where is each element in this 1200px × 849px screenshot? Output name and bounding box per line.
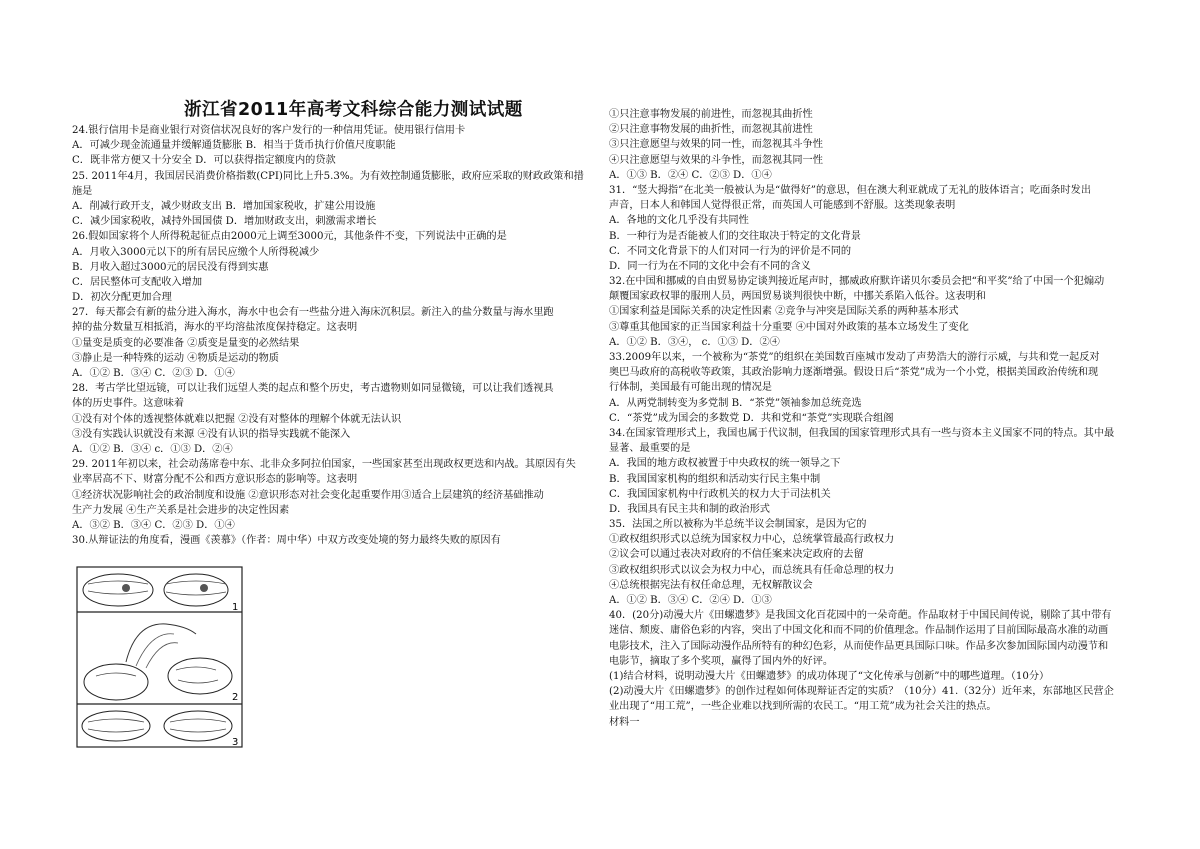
text-line: 31．“竖大拇指”在北美一般被认为是“做得好”的意思，但在澳大利亚就成了无礼的肢体语言；吃面条时发出 xyxy=(609,184,1092,196)
text-line: C．“茶党”成为国会的多数党 D．共和党和“茶党”实现联合组阁 xyxy=(609,412,894,424)
text-line: 颠覆国家政权罪的服刑人员，两国贸易谈判很快中断，中挪关系陷入低谷。这表明和 xyxy=(609,291,986,303)
page-title: 浙江省2011年高考文科综合能力测试试题 xyxy=(184,100,523,120)
text-line: 27．每天都会有新的盐分进入海水，海水中也会有一些盐分进入海床沉积层。新注入的盐分数量与海水里跑 xyxy=(72,307,554,319)
text-line: ②只注意事物发展的曲折性，而忽视其前进性 xyxy=(609,124,813,136)
text-line: A．各地的文化几乎没有共同性 xyxy=(609,215,749,227)
text-line: 25. 2011年4月，我国居民消费价格指数(CPI)同比上升5.3%。为有效控制通货膨胀，政府应采取的财政政策和措 xyxy=(72,170,584,182)
text-line: ①政权组织形式以总统为国家权力中心，总统掌管最高行政权力 xyxy=(609,534,895,546)
text-line: ①经济状况影响社会的政治制度和设施 ②意识形态对社会变化起重要作用③适合上层建筑的经济基础推动 xyxy=(72,489,544,501)
text-line: A．①② B．③④， c．①③ D．②④ xyxy=(609,336,780,348)
text-line: A．从两党制转变为多党制 B．“茶党”领袖参加总统竞选 xyxy=(609,397,862,409)
text-line: ③只注意愿望与效果的同一性，而忽视其斗争性 xyxy=(609,139,823,151)
text-line: ②议会可以通过表决对政府的不信任案来决定政府的去留 xyxy=(609,549,864,561)
text-line: 声音，日本人和韩国人觉得很正常，而英国人可能感到不舒服。这类现象表明 xyxy=(609,200,956,212)
text-line: ①没有对个体的透视整体就难以把握 ②没有对整体的理解个体就无法认识 xyxy=(72,413,402,425)
text-line: D．同一行为在不同的文化中会有不同的含义 xyxy=(609,260,811,272)
text-line: B．一种行为是否能被人们的交往取决于特定的文化背景 xyxy=(609,230,861,242)
text-line: 奥巴马政府的高税收等政策，其政治影响力逐渐增强。假设日后“茶党”成为一个小党，根据美国政治传统和现 xyxy=(609,367,1099,379)
text-line: B．月收入超过3000元的居民没有得到实惠 xyxy=(72,261,269,273)
text-line: A．我国的地方政权被置于中央政权的统一领导之下 xyxy=(609,458,841,470)
text-line: 体的历史事件。这意味着 xyxy=(72,398,185,410)
text-line: 24.银行信用卡是商业银行对资信状况良好的客户发行的一种信用凭证。使用银行信用卡 xyxy=(72,125,466,136)
text-line: C．我国国家机构中行政机关的权力大于司法机关 xyxy=(609,488,831,500)
text-line: ③政权组织形式以议会为权力中心，而总统具有任命总理的权力 xyxy=(609,564,895,576)
text-line: 33.2009年以来，一个被称为“茶党”的组织在美国数百座城市发动了声势浩大的游行示威，与共和党一起反对 xyxy=(609,352,1100,363)
text-line: A．①② B．③④ C．②④ D．①③ xyxy=(609,595,772,606)
comic-illustration xyxy=(76,566,243,748)
text-line: ①只注意事物发展的前进性，而忽视其曲折性 xyxy=(609,109,813,120)
text-line: 显著、最重要的是 xyxy=(609,443,691,455)
comic-drawing xyxy=(76,566,243,748)
text-line: 迷信、颓废、庸俗色彩的内容，突出了中国文化和而不同的价值理念。作品制作运用了目前国际最高水准的动画 xyxy=(609,625,1109,637)
text-line: 业出现了“用工荒”，一些企业难以找到所需的农民工。“用工荒”成为社会关注的热点。 xyxy=(609,701,997,713)
text-line: ③尊重其他国家的正当国家利益十分重要 ④中国对外政策的基本立场发生了变化 xyxy=(609,321,969,333)
text-line: C．不同文化背景下的人们对同一行为的评价是不同的 xyxy=(609,245,852,257)
comic-panel-number: 1 xyxy=(232,602,239,613)
text-line: 40．(20分)动漫大片《田螺遗梦》是我国文化百花园中的一朵奇葩。作品取材于中国民间传说，剔除了其中带有 xyxy=(609,610,1112,622)
text-line: 业率居高不下、财富分配不公和西方意识形态的影响等。这表明 xyxy=(72,474,358,486)
text-line: (1)结合材料，说明动漫大片《田螺遗梦》的成功体现了“文化传承与创新”中的哪些道理。（10分） xyxy=(609,670,1050,682)
text-line: 掉的盐分数量互相抵消，海水的平均溶盐浓度保持稳定。这表明 xyxy=(72,322,358,334)
text-line: D．我国具有民主共和制的政治形式 xyxy=(609,503,770,515)
text-line: 32.在中国和挪威的自由贸易协定谈判接近尾声时，挪威政府默许诺贝尔委员会把“和平奖”给了中国一个犯煽动 xyxy=(609,276,1105,288)
text-line: 26.假如国家将个人所得税起征点由2000元上调至3000元，其他条件不变，下列说法中正确的是 xyxy=(72,231,507,243)
text-line: A．①② B．③④ c．①③ D．②④ xyxy=(72,443,233,455)
comic-panel-number: 2 xyxy=(232,692,239,703)
text-line: A．可减少现金流通量并缓解通货膨胀 B．相当于货币执行价值尺度职能 xyxy=(72,140,396,152)
text-line: 电影技术，注入了国际动漫作品所特有的种幻色彩，从而使作品更具国际口味。作品多次参加国际国内动漫节和 xyxy=(609,640,1109,652)
right-text-block xyxy=(609,107,1133,730)
text-line: D．初次分配更加合理 xyxy=(72,292,172,304)
text-line: A．③② B．③④ C．②③ D．①④ xyxy=(72,519,235,531)
left-text-block xyxy=(72,123,597,548)
text-line: 28．考古学比望远镜，可以让我们远望人类的起点和整个历史，考古遗物则如同显微镜，可以让我们透视具 xyxy=(72,383,554,395)
text-line: ③静止是一种特殊的运动 ④物质是运动的物质 xyxy=(72,352,279,364)
text-line: 行体制，美国最有可能出现的情况是 xyxy=(609,382,772,394)
text-line: A．①② B．③④ C．②③ D．①④ xyxy=(72,368,235,379)
text-line: 29. 2011年初以来，社会动荡席卷中东、北非众多阿拉伯国家，一些国家甚至出现政权更迭和内战。其原因有失 xyxy=(72,459,576,471)
text-line: 34.在国家管理形式上，我国也属于代议制，但我国的国家管理形式具有一些与资本主义国家不同的特点。其中最 xyxy=(609,427,1115,439)
text-line: C．既非常方便又十分安全 D．可以获得指定额度内的贷款 xyxy=(72,155,336,167)
text-line: 30.从辩证法的角度看，漫画《羡慕》（作者：周中华）中双方改变处境的努力最终失败的原因有 xyxy=(72,535,501,547)
text-line: ④总统根据宪法有权任命总理，无权解散议会 xyxy=(609,579,813,591)
text-line: 施是 xyxy=(72,185,93,197)
text-line: ①国家利益是国际关系的决定性因素 ②竞争与冲突是国际关系的两种基本形式 xyxy=(609,306,959,318)
text-line: ④只注意愿望与效果的斗争性，而忽视其同一性 xyxy=(609,154,823,166)
text-line: 生产力发展 ④生产关系是社会进步的决定性因素 xyxy=(72,504,290,516)
text-line: 材料一 xyxy=(609,716,640,728)
text-line: ①量变是质变的必要准备 ②质变是量变的必然结果 xyxy=(72,337,300,349)
text-line: A．①③ B．②④ C．②③ D．①④ xyxy=(609,169,772,181)
text-line: B．我国国家机构的组织和活动实行民主集中制 xyxy=(609,473,821,485)
text-line: A．削减行政开支，减少财政支出 B．增加国家税收，扩建公用设施 xyxy=(72,200,376,212)
comic-panel-number: 3 xyxy=(232,737,239,748)
text-line: (2)动漫大片《田螺遗梦》的创作过程如何体现辩证否定的实质？（10分）41.（32分）近年来，东部地区民营企 xyxy=(609,686,1114,698)
text-line: 电影节，摘取了多个奖项，赢得了国内外的好评。 xyxy=(609,655,834,667)
text-line: A．月收入3000元以下的所有居民应缴个人所得税减少 xyxy=(72,246,320,258)
text-line: 35．法国之所以被称为半总统半议会制国家，是因为它的 xyxy=(609,519,867,531)
text-line: C．居民整体可支配收入增加 xyxy=(72,276,203,288)
text-line: C．减少国家税收，减持外国国债 D．增加财政支出，刺激需求增长 xyxy=(72,216,377,228)
text-line: ③没有实践认识就没有来源 ④没有认识的指导实践就不能深入 xyxy=(72,428,351,440)
